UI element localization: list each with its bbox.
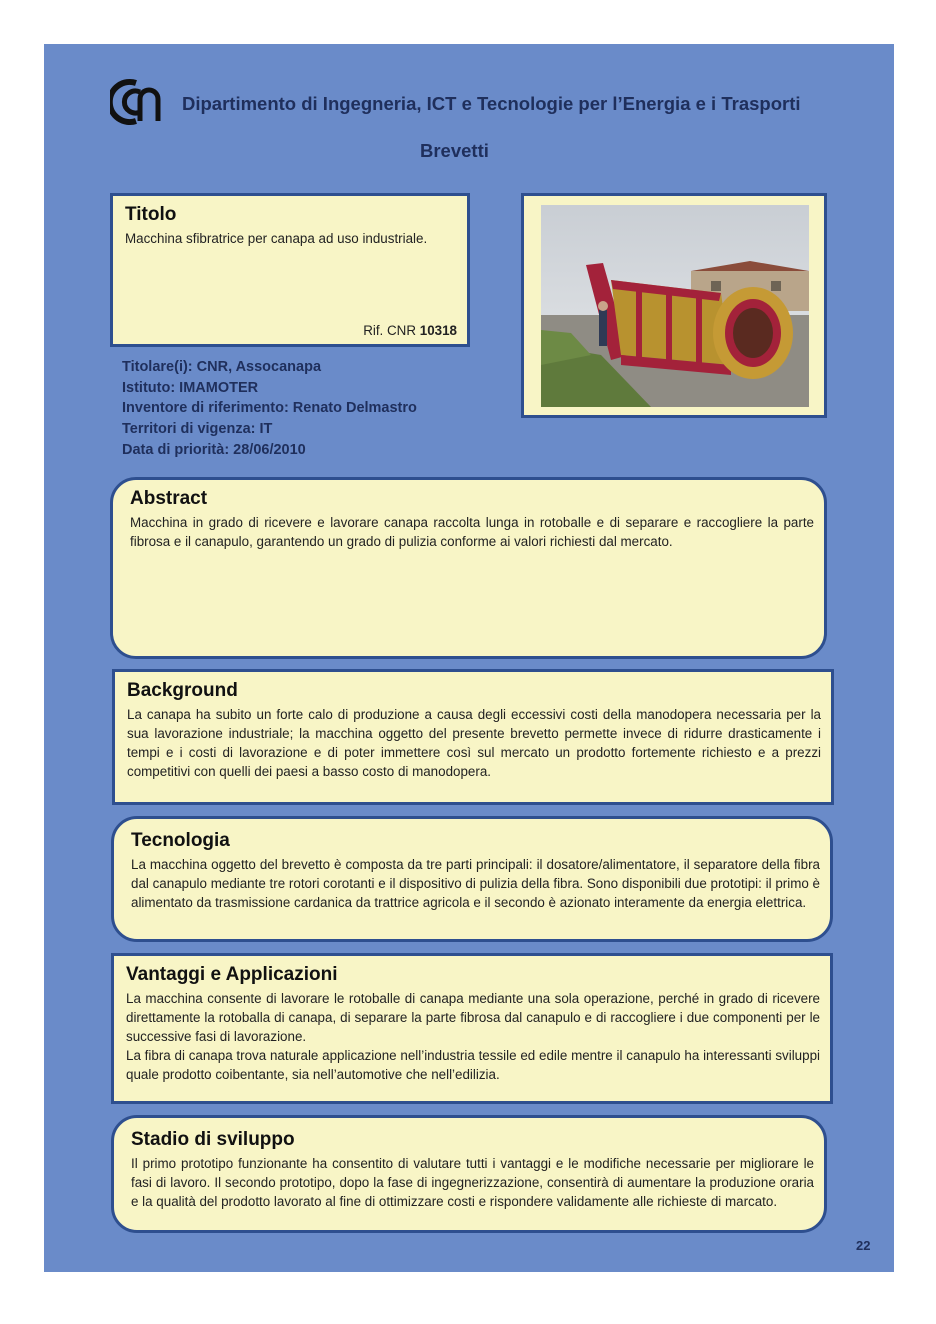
section-title: Brevetti: [420, 140, 489, 161]
background-text: La canapa ha subito un forte calo di produzione a causa degli eccessivi costi della manodopera necessaria per la sua lavorazione industriale; la macchina oggetto del presente brevetto permette invece di ridurre drasticamente i tempi e i costi di lavorazione e di poter immettere così sul mercato un prodotto fortemente richiesto e a prezzi competitivi con quelli dei paesi a basso costo di manodopera.: [127, 707, 821, 779]
meta-titolare: Titolare(i): CNR, Assocanapa: [122, 359, 322, 375]
vantaggi-text-1: La macchina consente di lavorare le rotoballe di canapa mediante una sola operazione, perché in grado di ricevere direttamente la rotoballa di canapa, di separare la parte fibrosa dal canapulo e di raccogliere i due componenti per le successive fasi di lavorazione.: [126, 991, 820, 1044]
cnr-logo-icon: [110, 77, 164, 125]
meta-inventore: Inventore di riferimento: Renato Delmastro: [122, 400, 417, 417]
tecnologia-text: La macchina oggetto del brevetto è composta da tre parti principali: il dosatore/alimentatore, il separatore della fibra dal canapulo mediante tre rotori corotanti e il dispositivo di pulizia della fibra. Sono disponibili due prototipi: il primo è alimentato da trasmissione cardanica da trattrice agricola e il secondo è azionato interamente da energia elettrica.: [131, 857, 820, 910]
vantaggi-box: [111, 953, 833, 1104]
background-heading: Background: [127, 680, 238, 701]
hemp-machine-photo: [541, 205, 809, 407]
rif-label: Rif. CNR: [363, 323, 417, 338]
meta-territori: Territori di vigenza: IT: [122, 421, 273, 438]
meta-data: Data di priorità: 28/06/2010: [122, 441, 306, 458]
tecnologia-heading: Tecnologia: [131, 830, 230, 851]
background-box: [112, 669, 834, 805]
stadio-text: Il primo prototipo funzionante ha consentito di valutare tutti i vantaggi e le modifiche necessarie per migliorare le fasi di lavoro. Il secondo prototipo, dopo la fase di ingegnerizzazione, consentirà di aumentare la produzione oraria e la qualità del prodotto lavorato al fine di ottimizzare costi e rispondere validamente alle richieste di marcato.: [131, 1156, 814, 1209]
titolo-text: Macchina sfibratrice per canapa ad uso industriale.: [125, 231, 428, 246]
abstract-box: [110, 477, 827, 659]
rif-number: 10318: [419, 323, 457, 338]
department-title: Dipartimento di Ingegneria, ICT e Tecnologie per l’Energia e i Trasporti: [182, 93, 801, 114]
rif-cnr: [363, 323, 457, 338]
photo-frame: [521, 193, 827, 418]
vantaggi-heading: Vantaggi e Applicazioni: [126, 964, 338, 985]
titolo-box: [110, 193, 470, 347]
page-number: 22: [856, 1238, 871, 1253]
stadio-box: [111, 1115, 827, 1233]
titolo-heading: Titolo: [125, 204, 177, 225]
patent-meta: [122, 357, 417, 461]
meta-istituto: Istituto: IMAMOTER: [122, 379, 259, 396]
abstract-heading: Abstract: [130, 488, 208, 509]
tecnologia-box: [111, 816, 833, 942]
abstract-text: Macchina in grado di ricevere e lavorare canapa raccolta lunga in rotoballe e di separare e raccogliere la parte fibrosa e il canapulo, garantendo un grado di pulizia conforme ai valori richiesti dal mercato.: [130, 515, 814, 549]
stadio-heading: Stadio di sviluppo: [131, 1129, 295, 1150]
vantaggi-text-2: La fibra di canapa trova naturale applicazione nell’industria tessile ed edile mentre il canapulo ha interessanti sviluppi quale prodotto coibentante, sia nell’automotive che nell’edilizia.: [126, 1048, 820, 1082]
